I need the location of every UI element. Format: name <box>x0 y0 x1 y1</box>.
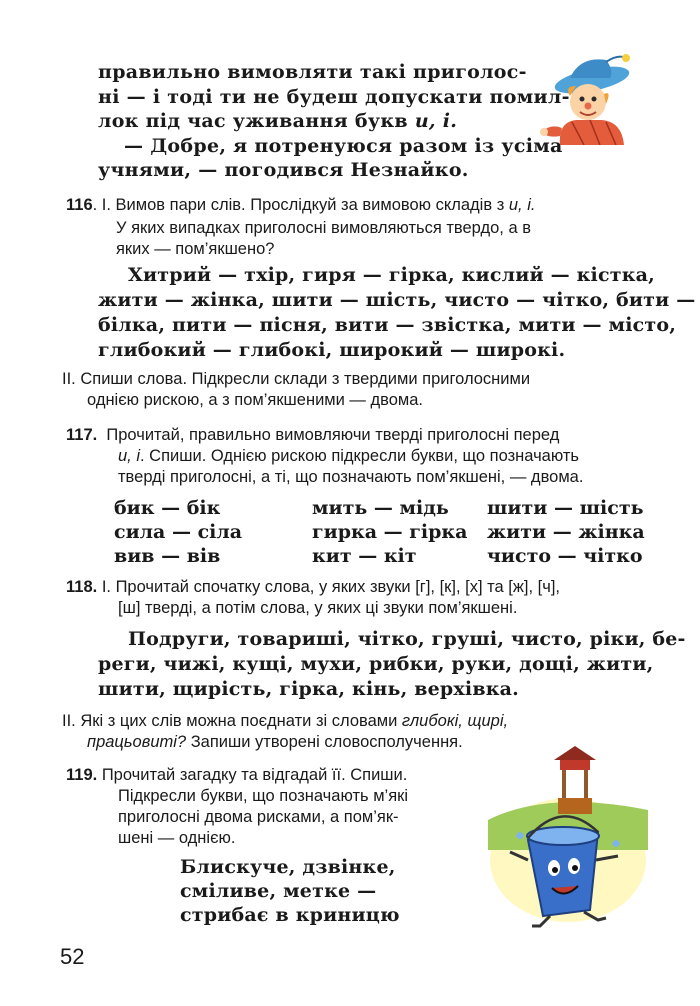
riddle-line-3: стрибає в криницю <box>180 904 400 926</box>
intro-line-1: правильно вимовляти такі приголос- <box>98 61 527 83</box>
intro-line-5: учнями, — погодився Незнайко. <box>98 159 469 181</box>
pair-2-1: сила — сіла <box>114 521 243 543</box>
ex116-words-2: жити — жінка, шити — шість, чисто — чітко, бити — <box>98 289 696 311</box>
ex118-words-2: реги, чижі, кущі, мухи, рибки, руки, дощі, жити, <box>98 653 654 675</box>
intro-line-3: лок під час уживання букв и, і. <box>98 110 458 132</box>
ex116-words-4: глибокий — глибокі, широкий — широкі. <box>98 339 566 361</box>
page-number: 52 <box>60 944 85 969</box>
ex117-line-1: 117. Прочитай, правильно вимовляючи тверді приголосні перед <box>66 426 560 444</box>
pair-3-3: чисто — чітко <box>487 545 643 567</box>
ex116-words-3: білка, пити — пісня, вити — звістка, мити — місто, <box>98 314 677 336</box>
ex116-part2-line-1: ІІ. Спиши слова. Підкресли склади з твердими приголосними <box>62 370 531 388</box>
ex116-line-3: яких — пом’якшено? <box>116 240 275 258</box>
ex118-part2-line-1: ІІ. Які з цих слів можна поєднати зі словами глибокі, щирі, <box>62 712 509 730</box>
pair-1-2: мить — мідь <box>312 497 449 519</box>
pair-1-3: шити — шість <box>487 497 644 519</box>
exercise-number-116: 116 <box>66 196 93 214</box>
exercise-number-117: 117. <box>66 426 98 444</box>
ex119-line-2: Підкресли букви, що позначають м’які <box>118 787 409 805</box>
ex119-line-1: 119. Прочитай загадку та відгадай її. Спиши. <box>66 766 408 784</box>
ex119-line-4: шені — однією. <box>118 829 236 847</box>
pair-2-3: жити — жінка <box>487 521 645 543</box>
ex116-line-2: У яких випадках приголосні вимовляються твердо, а в <box>116 219 531 237</box>
ex117-line-3: тверді приголосні, а ті, що позначають пом’якшені, — двома. <box>118 468 584 486</box>
ex118-line-2: [ш] тверді, а потім слова, у яких ці звуки пом’якшені. <box>118 599 518 617</box>
pair-2-2: гирка — гірка <box>312 521 468 543</box>
riddle-line-1: Блискуче, дзвінке, <box>180 856 396 878</box>
ex118-line-1: 118. І. Прочитай спочатку слова, у яких звуки [г], [к], [х] та [ж], [ч], <box>66 578 560 596</box>
pair-3-1: вив — вів <box>114 545 221 567</box>
ex118-part2-line-2: працьовиті? Запиши утворені словосполучення. <box>87 733 463 751</box>
ex116-line-1: 116. І. Вимов пари слів. Прослідкуй за вимовою складів з и, і. <box>66 196 536 214</box>
ex118-words-1: Подруги, товариші, чітко, груші, чисто, ріки, бе- <box>128 628 686 650</box>
bucket-with-well-illustration <box>488 740 648 930</box>
intro-line-2: ні — і тоді ти не будеш допускати помил- <box>98 86 570 108</box>
ex117-line-2: и, і. Спиши. Однією рискою підкресли букви, що позначають <box>118 447 580 465</box>
intro-letters: и, і. <box>414 110 458 132</box>
intro-line-4: — Добре, я потренуюся разом із усіма <box>124 135 563 157</box>
ex118-words-3: шити, щирість, гірка, кінь, верхівка. <box>98 678 519 700</box>
exercise-number-118: 118. <box>66 578 98 596</box>
riddle-line-2: сміливе, метке — <box>180 880 377 902</box>
ex119-line-3: приголосні двома рисками, а пом’як- <box>118 808 399 826</box>
pair-1-1: бик — бік <box>114 497 221 519</box>
ex116-part2-line-2: однією рискою, а з пом’якшеними — двома. <box>87 391 424 409</box>
ex116-words-1: Хитрий — тхір, гиря — гірка, кислий — кістка, <box>128 264 655 286</box>
exercise-number-119: 119. <box>66 766 98 784</box>
pair-3-2: кит — кіт <box>312 545 417 567</box>
